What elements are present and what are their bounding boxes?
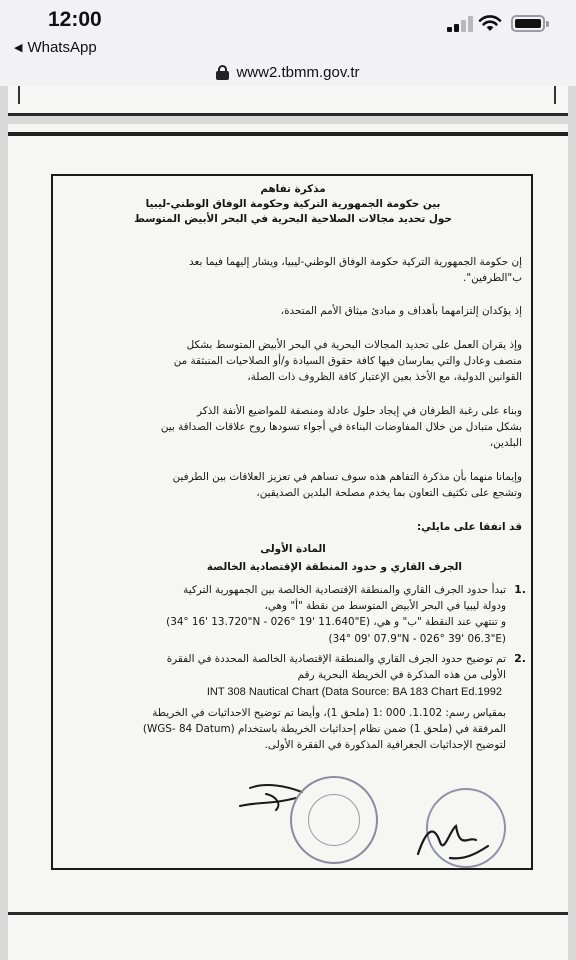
para-5-line-2: وتشجع على تكثيف التعاون بما يخدم مصلحة البلدين الصديقين، xyxy=(256,487,522,499)
battery-icon xyxy=(511,15,545,32)
clause-2-line-4: بمقياس رسم: 1.102. 000 :1 (ملحق 1)، وأيضا تم توضيح الاحداثيات في الخريطة xyxy=(152,707,506,719)
para-1-line-2: ب"الطرفين". xyxy=(463,272,522,284)
clause-1-line-1: تبدأ حدود الجرف القاري والمنطقة الإقتصادية الخالصة بين الجمهورية التركية xyxy=(183,584,506,596)
para-4-line-3: البلدين، xyxy=(489,437,522,449)
doc-title: مذكرة تفاهم xyxy=(260,183,326,195)
clause-1-line-3 xyxy=(166,615,506,629)
seal-left-inner xyxy=(308,794,360,846)
doc-subtitle-1: بين حكومة الجمهورية التركية وحكومة الوفاق الوطني-ليبيا xyxy=(145,198,441,210)
para-1-line-1: إن حكومة الجمهورية التركية حكومة الوفاق الوطني-ليبيا، ويشار إليهما فيما بعد xyxy=(189,256,522,268)
cellular-signal-icon xyxy=(447,16,473,32)
doc-subtitle-2: حول تحديد مجالات الصلاحية البحرية في البحر الأبيض المتوسط xyxy=(134,213,452,225)
para-5-line-1: وإيمانا منهما بأن مذكرة التفاهم هذه سوف تساهم في تعزيز العلاقات بين الطرفين xyxy=(172,471,522,483)
para-3-line-2: منصف وعادل والتي يمارسان فيها كافة حقوق السيادة و/أو الصلاحيات المنبثقة من xyxy=(173,355,522,367)
page-top-rule xyxy=(8,132,568,136)
para-4-line-1: وبناء على رغبة الطرفان في إيجاد حلول عادلة ومنصفة للمواضيع الأنفة الذكر xyxy=(196,405,522,417)
clause-2-line-6: لتوضيح الإحداثيات الجغرافية المذكورة في الفقرة الأولى. xyxy=(264,739,506,751)
clause-1-line-3-text: و تنتهي عند النقطة "ب" و هي، xyxy=(373,616,506,628)
para-3-line-1: وإذ يقران العمل على تحديد المجالات البحرية في البحر الأبيض المتوسط بشكل xyxy=(186,339,522,351)
para-3-line-3: القوانين الدولية، مع الأخذ بعين الإعتبار كافة الظروف ذات الصلة، xyxy=(247,371,522,383)
lock-icon xyxy=(216,65,229,80)
article-subtitle: الجرف القاري و حدود المنطقة الإقتصادية الخالصة xyxy=(206,561,462,573)
clause-1-line-2: ودولة ليبيا في البحر الأبيض المتوسط من نقطة "أ" وهي، xyxy=(264,600,506,612)
signature-right xyxy=(410,810,494,866)
article-title: المادة الأولى xyxy=(260,543,326,555)
clause-1-number: 1. xyxy=(514,583,526,596)
back-arrow-icon: ◀ xyxy=(14,42,23,54)
clause-2-datum: (WGS- 84 Datum) xyxy=(142,723,235,735)
clause-2-line-1: تم توضيح حدود الجرف القاري والمنطقة الإقتصادية الخالصة المحددة في الفقرة xyxy=(166,653,506,665)
para-6: قد اتفقا على مايلي: xyxy=(417,521,522,533)
clause-1-coordinate-a: (34° 16' 13.720"N - 026° 19' 11.640"E) xyxy=(166,616,371,628)
status-time: 12:00 xyxy=(48,8,102,31)
para-2: إذ يؤكدان إلتزامهما بأهداف و مبادئ ميثاق الأمم المتحدة، xyxy=(280,305,522,317)
back-to-whatsapp-button[interactable] xyxy=(14,39,97,56)
previous-page-edge xyxy=(8,86,568,116)
clause-2-line-5 xyxy=(143,722,506,736)
clause-2-line-2: الأولى من هذه المذكرة في الخريطة البحرية رقم xyxy=(297,669,506,681)
document-viewport[interactable] xyxy=(0,86,576,960)
url-bar[interactable] xyxy=(0,58,576,86)
url-text: www2.tbmm.gov.tr xyxy=(236,63,360,81)
clause-2-nautical-chart: INT 308 Nautical Chart (Data Source: BA 183 Chart Ed.1992 xyxy=(206,686,502,698)
wifi-icon xyxy=(478,14,502,32)
battery-fill xyxy=(515,19,541,28)
document-page xyxy=(8,124,568,960)
status-bar xyxy=(0,0,576,58)
clause-1-coordinate-b: (34° 09' 07.9"N - 026° 39' 06.3"E) xyxy=(328,633,506,645)
clause-2-line-5-text: المرفقة في (ملحق 1) ضمن نظام إحداثيات الخريطة باستخدام xyxy=(238,723,506,735)
back-app-label: WhatsApp xyxy=(27,39,97,56)
para-4-line-2: بشكل متبادل من خلال المفاوضات البناءة في أجواء تسودها روح علاقات الصداقة بين xyxy=(160,421,522,433)
clause-2-number: 2. xyxy=(514,652,526,665)
next-page-edge xyxy=(8,912,568,960)
